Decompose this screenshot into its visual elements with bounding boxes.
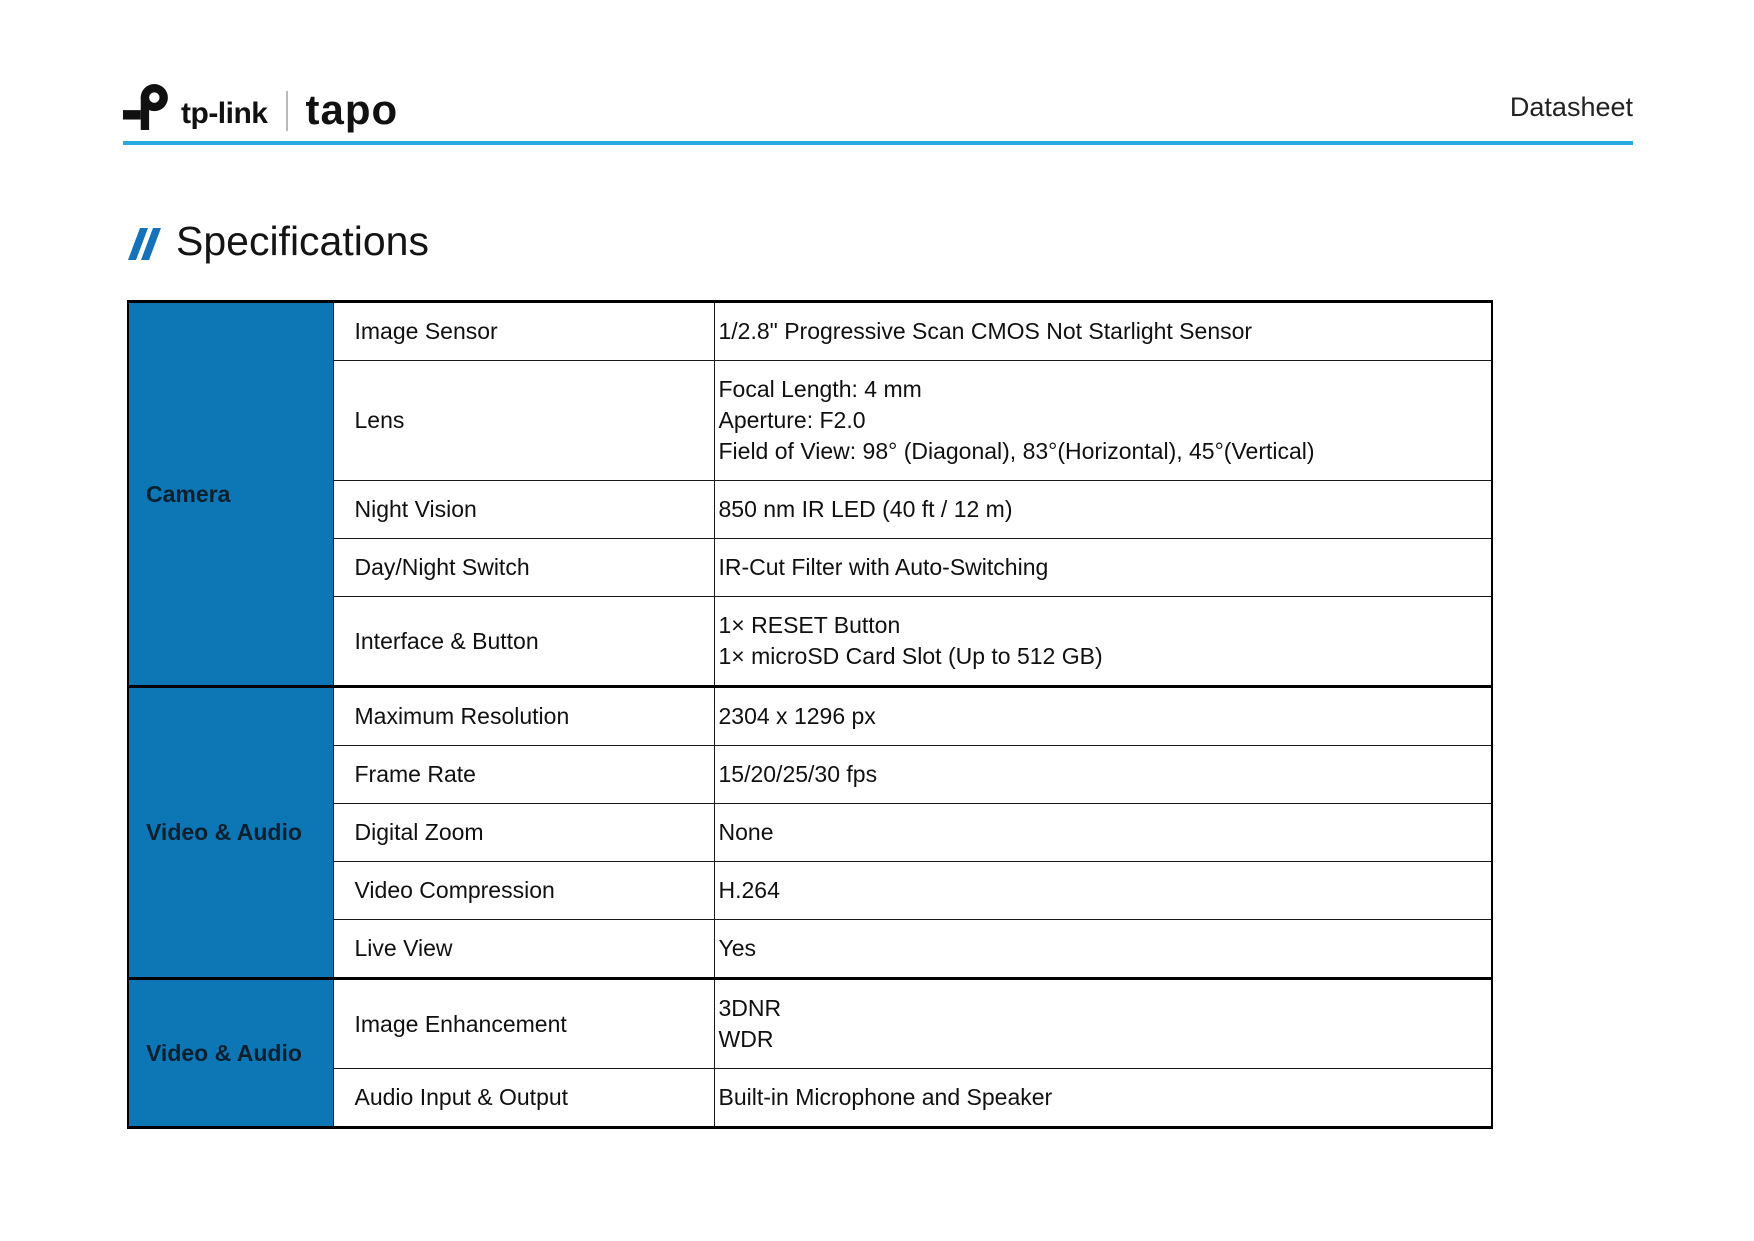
spec-name-cell: Audio Input & Output [333,1069,714,1128]
spec-name-cell: Video Compression [333,862,714,920]
spec-row [128,597,1492,687]
spec-value-cell [714,862,1492,920]
spec-value-line: Yes [718,935,757,961]
category-cell: Video & Audio [128,979,333,1128]
spec-value-line: 1× RESET Button [718,612,901,638]
spec-row [128,361,1492,481]
spec-value-line: 3DNR [718,995,782,1021]
brand-name: tp-link [181,97,268,130]
spec-row [128,539,1492,597]
spec-row [128,804,1492,862]
title-slash-icon [128,228,164,260]
spec-value-line: 1× microSD Card Slot (Up to 512 GB) [718,643,1103,669]
spec-name-cell: Day/Night Switch [333,539,714,597]
spec-value-cell [714,361,1492,481]
spec-value-line: None [718,819,774,845]
spec-name-cell: Frame Rate [333,746,714,804]
spec-row [128,302,1492,361]
spec-value-cell [714,597,1492,687]
spec-name-cell: Interface & Button [333,597,714,687]
spec-value-cell [714,687,1492,746]
spec-name-cell: Digital Zoom [333,804,714,862]
spec-row [128,862,1492,920]
spec-value-line: 2304 x 1296 px [718,703,876,729]
spec-table-wrap [127,300,1493,1129]
datasheet-label: Datasheet [1509,91,1633,122]
spec-value-cell [714,1069,1492,1128]
spec-value-line: Built-in Microphone and Speaker [718,1084,1053,1110]
brand-logo [123,80,398,134]
spec-value-line: Aperture: F2.0 [718,407,866,433]
spec-value-line: Field of View: 98° (Diagonal), 83°(Horizontal), 45°(Vertical) [718,438,1315,464]
spec-value-line: WDR [718,1026,774,1052]
logo-divider [286,91,288,131]
spec-value-cell [714,746,1492,804]
page-title: Specifications [176,218,429,264]
spec-value-line: Focal Length: 4 mm [718,376,922,402]
spec-value-cell [714,920,1492,979]
spec-value-line: 850 nm IR LED (40 ft / 12 m) [718,496,1013,522]
spec-value-line: 1/2.8" Progressive Scan CMOS Not Starlight Sensor [718,318,1253,344]
spec-row [128,979,1492,1069]
spec-value-cell [714,481,1492,539]
category-cell: Video & Audio [128,687,333,979]
spec-table [127,300,1493,1129]
spec-row [128,687,1492,746]
spec-value-line: IR-Cut Filter with Auto-Switching [718,554,1049,580]
spec-row [128,920,1492,979]
section-title-row [128,218,429,265]
spec-name-cell: Lens [333,361,714,481]
spec-value-cell [714,539,1492,597]
spec-value-cell [714,302,1492,361]
tapo-wordmark: tapo [305,86,399,133]
spec-name-cell: Maximum Resolution [333,687,714,746]
spec-name-cell: Image Enhancement [333,979,714,1069]
spec-row [128,746,1492,804]
page-header [123,78,1633,136]
spec-value-cell [714,804,1492,862]
category-cell: Camera [128,302,333,687]
spec-value-line: H.264 [718,877,780,903]
spec-name-cell: Night Vision [333,481,714,539]
header-accent-rule [123,141,1633,145]
spec-row [128,481,1492,539]
spec-value-cell [714,979,1492,1069]
spec-row [128,1069,1492,1128]
spec-name-cell: Image Sensor [333,302,714,361]
spec-value-line: 15/20/25/30 fps [718,761,878,787]
spec-name-cell: Live View [333,920,714,979]
tp-link-logo-icon [123,84,171,130]
